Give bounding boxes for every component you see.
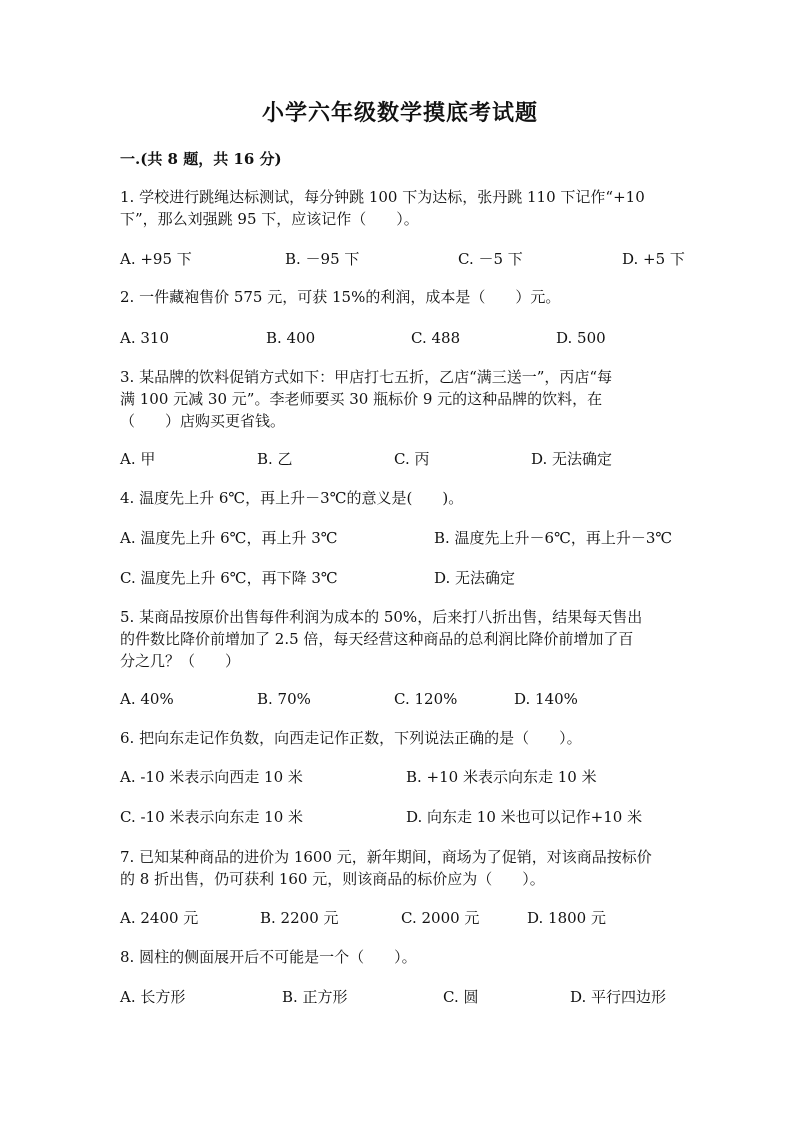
option-a: A. 310 — [120, 329, 169, 347]
option-c: C. 圆 — [443, 988, 479, 1006]
option-a: A. 甲 — [120, 450, 156, 468]
option-c: C. -10 米表示向东走 10 米 — [120, 808, 304, 826]
option-d: D. 向东走 10 米也可以记作+10 米 — [406, 808, 643, 826]
option-d: D. 无法确定 — [531, 450, 613, 468]
page-title: 小学六年级数学摸底考试题 — [261, 100, 538, 126]
option-d: D. 1800 元 — [527, 909, 606, 927]
question-line: （ ）店购买更省钱。 — [120, 412, 286, 430]
option-d: D. 500 — [556, 329, 606, 347]
question-1 — [120, 186, 685, 230]
option-b: B. 温度先上升－6℃，再上升－3℃ — [434, 529, 673, 547]
question-line: 的件数比降价前增加了 2.5 倍，每天经营这种商品的总利润比降价前增加了百 — [120, 630, 634, 648]
option-a: A. 40% — [120, 690, 174, 708]
question-line: 1. 学校进行跳绳达标测试，每分钟跳 100 下为达标，张丹跳 110 下记作“+10 — [120, 188, 645, 206]
question-6 — [120, 727, 685, 749]
question-line: 的 8 折出售，仍可获利 160 元，则该商品的标价应为（ ）。 — [120, 870, 545, 888]
question-line: 分之几？（ ） — [120, 652, 241, 670]
option-c: C. 120% — [394, 690, 458, 708]
question-2 — [120, 286, 685, 308]
option-b: B. 400 — [266, 329, 316, 347]
option-b: B. 2200 元 — [260, 909, 339, 927]
option-d: D. 140% — [514, 690, 578, 708]
question-line: 4. 温度先上升 6℃，再上升－3℃的意义是( )。 — [120, 489, 464, 507]
question-3 — [120, 366, 685, 432]
option-b: B. 乙 — [257, 450, 293, 468]
question-7 — [120, 846, 685, 890]
question-8 — [120, 946, 685, 968]
option-b: B. 70% — [257, 690, 311, 708]
option-a: A. 长方形 — [120, 988, 186, 1006]
question-line: 满 100 元减 30 元”。李老师要买 30 瓶标价 9 元的这种品牌的饮料，在 — [120, 390, 603, 408]
question-line: 下”，那么刘强跳 95 下，应该记作（ ）。 — [120, 210, 419, 228]
option-a: A. -10 米表示向西走 10 米 — [120, 768, 303, 786]
section-heading: 一.(共 8 题，共 16 分) — [120, 150, 282, 168]
option-d: D. 无法确定 — [434, 569, 516, 587]
option-c: C. 温度先上升 6℃，再下降 3℃ — [120, 569, 338, 587]
option-a: A. +95 下 — [120, 250, 192, 268]
option-d: D. 平行四边形 — [570, 988, 667, 1006]
option-b: B. 正方形 — [282, 988, 348, 1006]
option-a: A. 2400 元 — [120, 909, 199, 927]
question-4 — [120, 487, 685, 509]
question-line: 5. 某商品按原价出售每件利润为成本的 50%，后来打八折出售，结果每天售出 — [120, 608, 643, 626]
option-a: A. 温度先上升 6℃，再上升 3℃ — [120, 529, 338, 547]
question-5 — [120, 606, 685, 672]
question-line: 3. 某品牌的饮料促销方式如下：甲店打七五折，乙店“满三送一”，丙店“每 — [120, 368, 613, 386]
option-c: C. 2000 元 — [401, 909, 480, 927]
option-b: B. +10 米表示向东走 10 米 — [406, 768, 597, 786]
question-line: 6. 把向东走记作负数，向西走记作正数，下列说法正确的是（ ）。 — [120, 729, 582, 747]
question-line: 8. 圆柱的侧面展开后不可能是一个（ ）。 — [120, 948, 417, 966]
option-b: B. －95 下 — [285, 250, 360, 268]
question-line: 2. 一件藏袍售价 575 元，可获 15%的利润，成本是（ ）元。 — [120, 288, 561, 306]
option-c: C. －5 下 — [458, 250, 523, 268]
option-c: C. 丙 — [394, 450, 430, 468]
option-d: D. +5 下 — [622, 250, 685, 268]
question-line: 7. 已知某种商品的进价为 1600 元，新年期间，商场为了促销，对该商品按标价 — [120, 848, 652, 866]
option-c: C. 488 — [411, 329, 461, 347]
